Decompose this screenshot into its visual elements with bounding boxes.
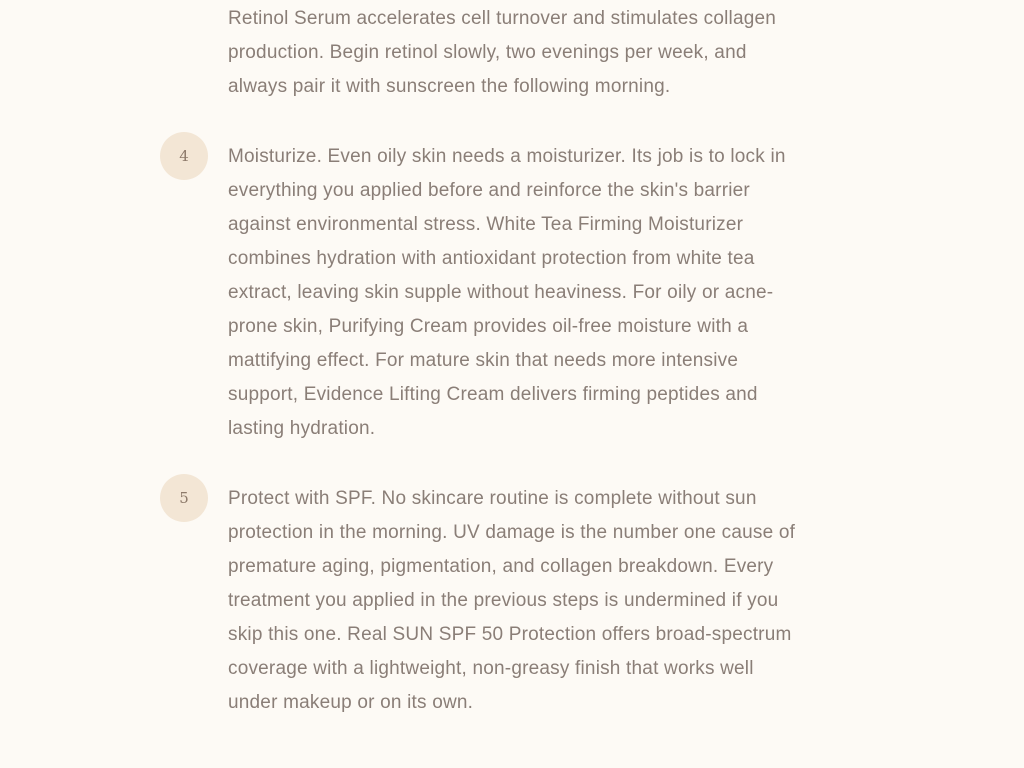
step-number-badge: 5 xyxy=(160,474,208,522)
step-text-line: mattifying effect. For mature skin that needs more intensive xyxy=(228,350,739,371)
step-text-line: Moisturize. Even oily skin needs a moisturizer. Its job is to lock in xyxy=(228,146,786,167)
step-text-line: combines hydration with antioxidant protection from white tea xyxy=(228,248,755,269)
step-number-badge: 4 xyxy=(160,132,208,180)
step-text-line: protection in the morning. UV damage is the number one cause of xyxy=(228,522,796,543)
step-text-line: coverage with a lightweight, non-greasy finish that works well xyxy=(228,658,754,679)
step-text-line: production. Begin retinol slowly, two evenings per week, and xyxy=(228,42,747,63)
step-text-line: against environmental stress. White Tea Firming Moisturizer xyxy=(228,214,744,235)
step-3-text xyxy=(228,2,860,104)
step-text-line: under makeup or on its own. xyxy=(228,692,474,713)
step-text-line: extract, leaving skin supple without heaviness. For oily or acne- xyxy=(228,282,774,303)
step-text-line: Protect with SPF. No skincare routine is complete without sun xyxy=(228,488,757,509)
step-text-line: prone skin, Purifying Cream provides oil-free moisture with a xyxy=(228,316,749,337)
step-text-line: premature aging, pigmentation, and collagen breakdown. Every xyxy=(228,556,774,577)
step-text-line: lasting hydration. xyxy=(228,418,376,439)
step-text-line: everything you applied before and reinforce the skin's barrier xyxy=(228,180,750,201)
step-text-line: skip this one. Real SUN SPF 50 Protection offers broad-spectrum xyxy=(228,624,792,645)
step-text-line: support, Evidence Lifting Cream delivers firming peptides and xyxy=(228,384,758,405)
step-text-line: Retinol Serum accelerates cell turnover and stimulates collagen xyxy=(228,8,777,29)
step-text-line: always pair it with sunscreen the following morning. xyxy=(228,76,671,97)
step-5-text xyxy=(228,482,860,720)
step-4-text xyxy=(228,140,860,446)
step-text-line: treatment you applied in the previous steps is undermined if you xyxy=(228,590,779,611)
